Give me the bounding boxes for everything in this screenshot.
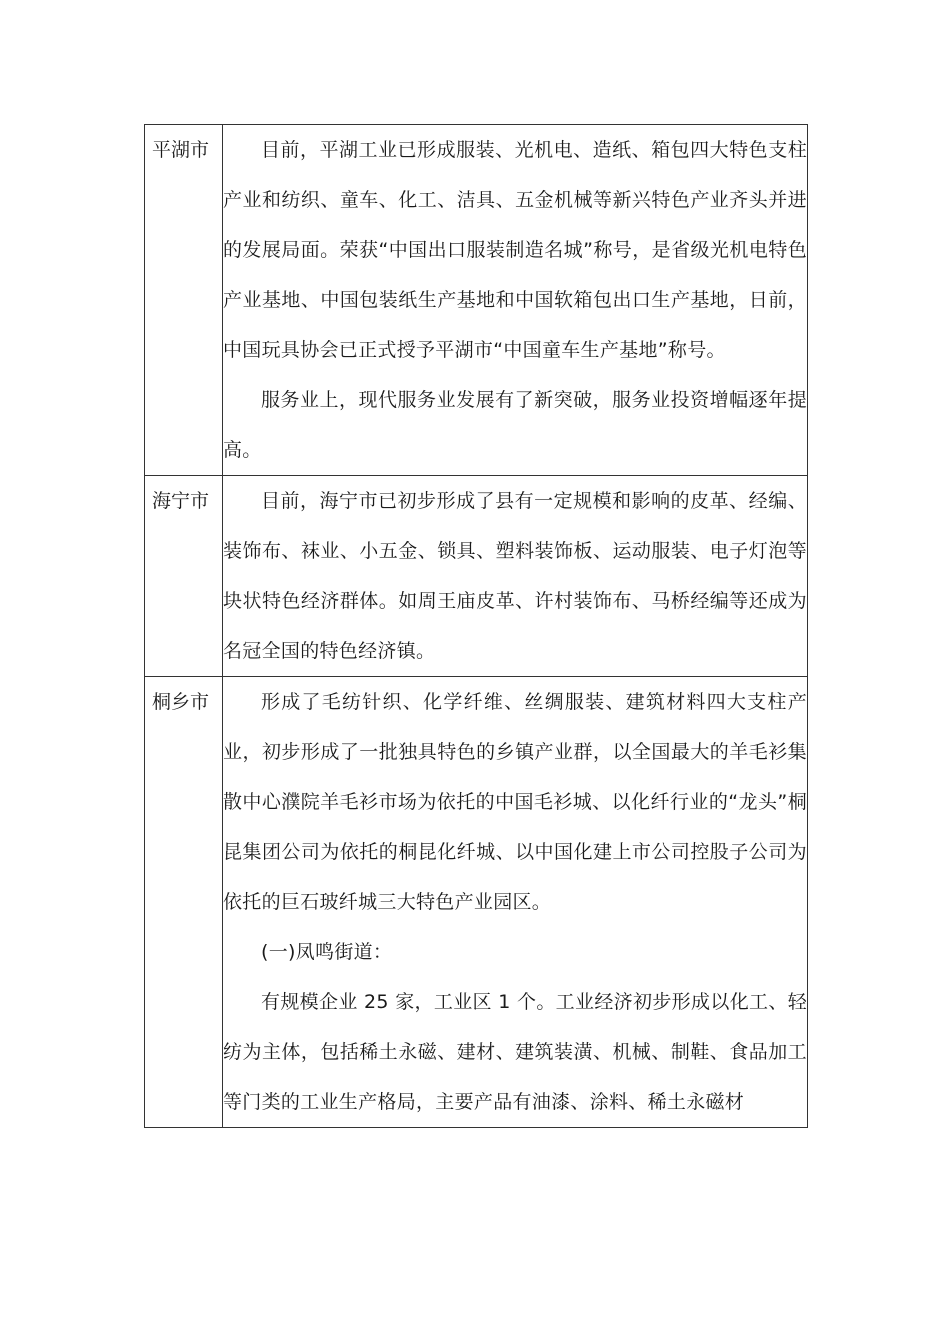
description-cell <box>223 476 808 677</box>
city-cell <box>145 125 223 476</box>
city-name: 平湖市 <box>152 139 210 161</box>
paragraph: 服务业上，现代服务业发展有了新突破，服务业投资增幅逐年提高。 <box>223 389 807 461</box>
description-cell <box>223 677 808 1128</box>
city-name: 海宁市 <box>152 490 210 512</box>
table-row <box>145 476 808 677</box>
city-industry-table <box>144 124 808 1128</box>
city-cell <box>145 677 223 1128</box>
table-row <box>145 677 808 1128</box>
subsection-heading: (一)凤鸣街道： <box>261 941 393 963</box>
paragraph: 有规模企业 25 家，工业区 1 个。工业经济初步形成以化工、轻纺为主体，包括稀土永磁、建材、建筑装潢、机械、制鞋、食品加工等门类的工业生产格局，主要产品有油漆、涂料、稀土永磁材 <box>223 991 807 1113</box>
city-name: 桐乡市 <box>152 691 210 713</box>
paragraph: 形成了毛纺针织、化学纤维、丝绸服装、建筑材料四大支柱产业，初步形成了一批独具特色的乡镇产业群，以全国最大的羊毛衫集散中心濮院羊毛衫市场为依托的中国毛衫城、以化纤行业的“龙头”桐昆集团公司为依托的桐昆化纤城、以中国化建上市公司控股子公司为依托的巨石玻纤城三大特色产业园区。 <box>223 691 807 913</box>
table-row <box>145 125 808 476</box>
city-cell <box>145 476 223 677</box>
paragraph: 目前，海宁市已初步形成了县有一定规模和影响的皮革、经编、装饰布、袜业、小五金、锁具、塑料装饰板、运动服装、电子灯泡等块状特色经济群体。如周王庙皮革、许村装饰布、马桥经编等还成为名冠全国的特色经济镇。 <box>223 490 807 662</box>
description-cell <box>223 125 808 476</box>
paragraph: 目前，平湖工业已形成服装、光机电、造纸、箱包四大特色支柱产业和纺织、童车、化工、洁具、五金机械等新兴特色产业齐头并进的发展局面。荣获“中国出口服装制造名城”称号，是省级光机电特色产业基地、中国包装纸生产基地和中国软箱包出口生产基地，日前，中国玩具协会已正式授予平湖市“中国童车生产基地”称号。 <box>223 139 807 361</box>
